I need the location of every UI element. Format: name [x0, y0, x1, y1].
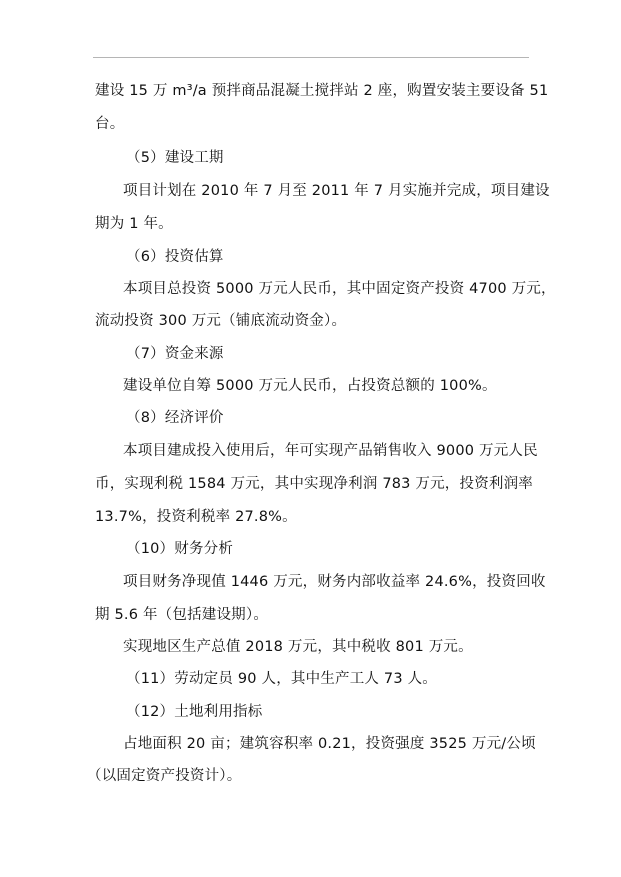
paragraph-line: 建设单位自筹 5000 万元人民币，占投资总额的 100%。 — [123, 378, 497, 394]
section-heading-land-use: （12）土地利用指标 — [126, 704, 263, 720]
section-heading-construction-period: （5）建设工期 — [126, 150, 224, 166]
section-heading-financial-analysis: （10）财务分析 — [126, 541, 234, 557]
section-heading-economic-evaluation: （8）经济评价 — [126, 410, 224, 426]
paragraph-line: 建设 15 万 m³/a 预拌商品混凝土搅拌站 2 座，购置安装主要设备 51 — [95, 83, 549, 99]
paragraph-line: 币，实现利税 1584 万元，其中实现净利润 783 万元，投资利润率 — [95, 476, 534, 492]
paragraph-line: 占地面积 20 亩；建筑容积率 0.21，投资强度 3525 万元/公顷 — [123, 736, 536, 752]
paragraph-line: 项目计划在 2010 年 7 月至 2011 年 7 月实施并完成，项目建设 — [123, 183, 550, 199]
paragraph-line: 本项目建成投入使用后，年可实现产品销售收入 9000 万元人民 — [123, 443, 538, 459]
section-heading-investment-estimate: （6）投资估算 — [126, 249, 224, 265]
paragraph-line: 本项目总投资 5000 万元人民币，其中固定资产投资 4700 万元， — [123, 281, 556, 297]
section-heading-staffing: （11）劳动定员 90 人，其中生产工人 73 人。 — [126, 671, 437, 687]
paragraph-line: 实现地区生产总值 2018 万元，其中税收 801 万元。 — [123, 639, 473, 655]
paragraph-line: 13.7%，投资利税率 27.8%。 — [95, 509, 297, 525]
paragraph-line: 流动投资 300 万元（铺底流动资金）。 — [95, 313, 347, 329]
paragraph-line: 期为 1 年。 — [95, 216, 173, 232]
paragraph-line: 期 5.6 年（包括建设期）。 — [95, 607, 269, 623]
paragraph-line: （以固定资产投资计）。 — [87, 768, 242, 784]
header-rule — [93, 57, 529, 58]
paragraph-line: 项目财务净现值 1446 万元，财务内部收益率 24.6%，投资回收 — [123, 574, 546, 590]
paragraph-line: 台。 — [95, 116, 125, 132]
section-heading-funding-source: （7）资金来源 — [126, 346, 224, 362]
